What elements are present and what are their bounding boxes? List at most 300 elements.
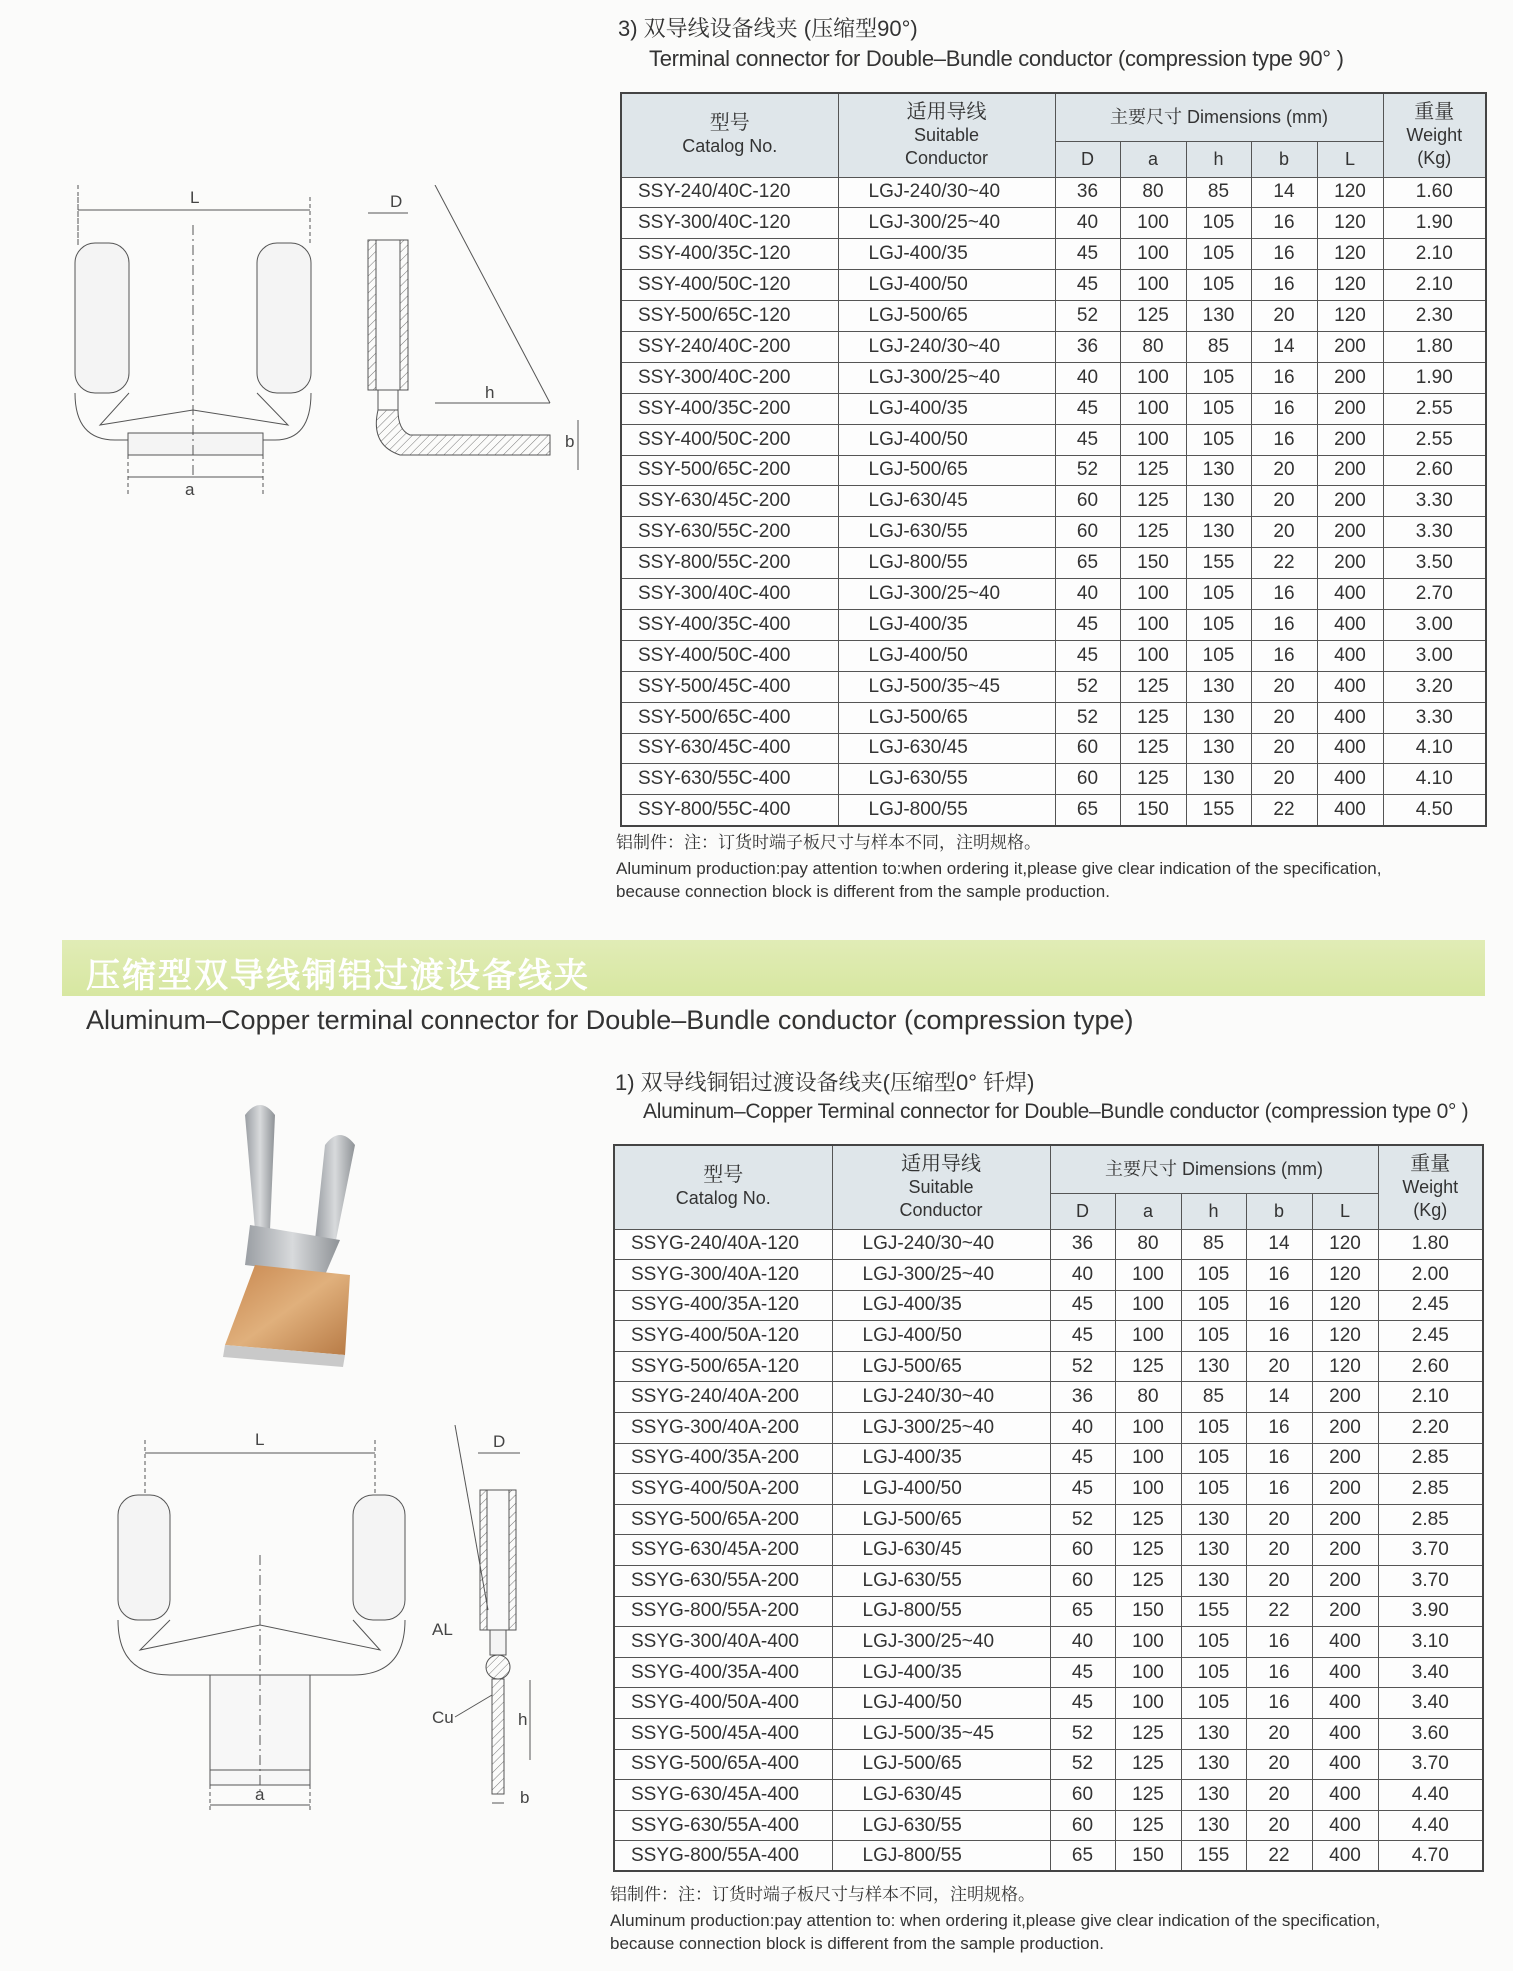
cell-dim-a: 100 [1115, 1260, 1181, 1291]
cell-dim-b: 14 [1246, 1229, 1312, 1260]
cell-dim-h: 105 [1186, 362, 1251, 393]
cell-dim-b: 16 [1246, 1413, 1312, 1444]
header-weight-en1: Weight [1402, 1176, 1459, 1197]
cell-conductor: LGJ-400/50 [832, 1474, 1050, 1505]
cell-dim-b: 20 [1246, 1810, 1312, 1841]
cell-catalog-no: SSYG-500/65A-200 [614, 1504, 832, 1535]
ssyg-technical-drawing [110, 1425, 570, 1815]
header-weight-cn: 重量 [1414, 100, 1455, 123]
cell-dim-b: 16 [1251, 579, 1317, 610]
cell-dim-L: 200 [1312, 1596, 1378, 1627]
cell-dim-a: 125 [1120, 671, 1186, 702]
cell-dim-a: 100 [1120, 579, 1186, 610]
cell-dim-b: 16 [1251, 208, 1317, 239]
cell-dim-h: 105 [1186, 270, 1251, 301]
section3-title-cn: 3) 双导线设备线夹 (压缩型90°) [618, 16, 918, 41]
table-row [614, 1290, 1483, 1321]
table-row [614, 1657, 1483, 1688]
cell-dim-b: 16 [1251, 239, 1317, 270]
cell-dim-D: 65 [1055, 795, 1120, 826]
cell-conductor: LGJ-240/30~40 [838, 331, 1055, 362]
header-a: a [1120, 141, 1186, 177]
cell-catalog-no: SSY-500/45C-400 [621, 671, 838, 702]
cell-dim-h: 105 [1186, 239, 1251, 270]
header-L: L [1312, 1193, 1378, 1229]
cell-dim-D: 52 [1050, 1719, 1115, 1750]
section3-note-en2: because connection block is different from the sample production. [616, 882, 1110, 901]
table-row [621, 393, 1486, 424]
cell-dim-b: 20 [1251, 517, 1317, 548]
cell-dim-L: 400 [1317, 795, 1383, 826]
cell-weight: 1.80 [1383, 331, 1486, 362]
cell-dim-a: 125 [1115, 1351, 1181, 1382]
header-conductor [832, 1145, 1050, 1229]
cell-conductor: LGJ-800/55 [838, 548, 1055, 579]
header-weight-en2: (Kg) [1417, 147, 1452, 168]
header-catalog-cn: 型号 [703, 1164, 744, 1187]
cell-weight: 4.40 [1378, 1780, 1483, 1811]
cell-dim-h: 130 [1186, 517, 1251, 548]
cell-weight: 3.70 [1378, 1535, 1483, 1566]
cell-weight: 3.00 [1383, 640, 1486, 671]
cell-dim-h: 105 [1181, 1321, 1246, 1352]
cell-dim-L: 120 [1312, 1321, 1378, 1352]
cell-dim-D: 65 [1050, 1596, 1115, 1627]
cell-weight: 1.60 [1383, 177, 1486, 208]
cell-catalog-no: SSY-630/55C-200 [621, 517, 838, 548]
cell-weight: 3.30 [1383, 486, 1486, 517]
cell-dim-D: 45 [1050, 1290, 1115, 1321]
cell-dim-h: 105 [1186, 208, 1251, 239]
cell-dim-L: 120 [1317, 177, 1383, 208]
cell-dim-h: 130 [1181, 1535, 1246, 1566]
cell-conductor: LGJ-630/45 [832, 1780, 1050, 1811]
cell-dim-h: 130 [1181, 1780, 1246, 1811]
cell-dim-D: 45 [1050, 1688, 1115, 1719]
dim-label-L: L [190, 188, 200, 207]
cell-dim-D: 52 [1055, 301, 1120, 332]
cell-catalog-no: SSY-240/40C-120 [621, 177, 838, 208]
cell-dim-b: 22 [1246, 1596, 1312, 1627]
section1-note-en1: Aluminum production:pay attention to: when ordering it,please give clear indication of the specification, [610, 1911, 1381, 1930]
header-dimensions: 主要尺寸 Dimensions (mm) [1050, 1145, 1378, 1193]
cell-dim-D: 40 [1055, 579, 1120, 610]
cell-conductor: LGJ-500/65 [832, 1351, 1050, 1382]
cell-dim-L: 400 [1317, 764, 1383, 795]
cell-dim-D: 52 [1050, 1504, 1115, 1535]
cell-conductor: LGJ-400/50 [838, 270, 1055, 301]
cell-conductor: LGJ-630/45 [832, 1535, 1050, 1566]
cell-dim-L: 120 [1312, 1260, 1378, 1291]
cell-dim-a: 125 [1120, 455, 1186, 486]
cell-catalog-no: SSYG-240/40A-200 [614, 1382, 832, 1413]
dim-label-al: AL [432, 1620, 453, 1639]
table-row [621, 362, 1486, 393]
cell-dim-b: 16 [1246, 1260, 1312, 1291]
cell-conductor: LGJ-300/25~40 [838, 362, 1055, 393]
cell-conductor: LGJ-400/35 [838, 393, 1055, 424]
cell-catalog-no: SSYG-400/50A-400 [614, 1688, 832, 1719]
cell-dim-h: 85 [1181, 1382, 1246, 1413]
cell-dim-D: 52 [1055, 702, 1120, 733]
cell-dim-a: 100 [1120, 362, 1186, 393]
header-L: L [1317, 141, 1383, 177]
cell-conductor: LGJ-400/50 [832, 1321, 1050, 1352]
cell-dim-a: 125 [1120, 733, 1186, 764]
cell-weight: 2.55 [1383, 424, 1486, 455]
cell-weight: 3.60 [1378, 1719, 1483, 1750]
cell-dim-L: 400 [1317, 609, 1383, 640]
cell-catalog-no: SSY-400/35C-200 [621, 393, 838, 424]
table-row [621, 455, 1486, 486]
cell-dim-D: 60 [1050, 1566, 1115, 1597]
header-D: D [1050, 1193, 1115, 1229]
cell-conductor: LGJ-800/55 [832, 1596, 1050, 1627]
header-b: b [1246, 1193, 1312, 1229]
section3-note-cn: 铝制件：注：订货时端子板尺寸与样本不同，注明规格。 [616, 833, 1041, 852]
dim-label-L: L [255, 1430, 265, 1449]
cell-catalog-no: SSYG-630/45A-400 [614, 1780, 832, 1811]
cell-weight: 4.50 [1383, 795, 1486, 826]
cell-dim-h: 130 [1186, 486, 1251, 517]
cell-conductor: LGJ-500/65 [832, 1749, 1050, 1780]
table-row [614, 1719, 1483, 1750]
cell-catalog-no: SSYG-400/35A-120 [614, 1290, 832, 1321]
cell-catalog-no: SSYG-630/55A-400 [614, 1810, 832, 1841]
cell-dim-L: 200 [1317, 517, 1383, 548]
cell-conductor: LGJ-400/50 [838, 640, 1055, 671]
cell-conductor: LGJ-400/35 [838, 609, 1055, 640]
cell-dim-b: 16 [1251, 362, 1317, 393]
cell-dim-b: 20 [1251, 733, 1317, 764]
header-catalog-en: Catalog No. [675, 1188, 771, 1209]
table-row [621, 548, 1486, 579]
cell-conductor: LGJ-300/25~40 [832, 1413, 1050, 1444]
cell-dim-L: 120 [1317, 301, 1383, 332]
cell-dim-L: 120 [1312, 1290, 1378, 1321]
cell-dim-h: 105 [1186, 393, 1251, 424]
cell-dim-a: 125 [1115, 1780, 1181, 1811]
dim-label-a: a [255, 1785, 265, 1804]
cell-dim-L: 200 [1312, 1566, 1378, 1597]
section-band [62, 940, 1485, 996]
cell-dim-b: 20 [1251, 301, 1317, 332]
cell-catalog-no: SSYG-630/55A-200 [614, 1566, 832, 1597]
cell-dim-D: 40 [1050, 1413, 1115, 1444]
cell-dim-D: 52 [1050, 1749, 1115, 1780]
cell-weight: 4.40 [1378, 1810, 1483, 1841]
table-row [621, 795, 1486, 826]
cell-dim-b: 16 [1246, 1688, 1312, 1719]
cell-dim-b: 20 [1251, 486, 1317, 517]
cell-conductor: LGJ-400/35 [832, 1657, 1050, 1688]
table-row [614, 1321, 1483, 1352]
cell-dim-a: 125 [1120, 486, 1186, 517]
cell-dim-b: 22 [1251, 795, 1317, 826]
cell-dim-L: 200 [1317, 362, 1383, 393]
cell-dim-L: 400 [1317, 579, 1383, 610]
cell-dim-h: 130 [1186, 733, 1251, 764]
cell-dim-L: 400 [1312, 1719, 1378, 1750]
dim-label-h: h [485, 383, 495, 402]
cell-catalog-no: SSY-400/50C-200 [621, 424, 838, 455]
cell-catalog-no: SSYG-800/55A-400 [614, 1841, 832, 1872]
cell-dim-D: 60 [1050, 1535, 1115, 1566]
cell-dim-a: 80 [1120, 331, 1186, 362]
header-catalog [621, 93, 838, 177]
table-row [614, 1474, 1483, 1505]
cell-dim-h: 130 [1186, 455, 1251, 486]
cell-weight: 2.70 [1383, 579, 1486, 610]
cell-dim-h: 130 [1186, 301, 1251, 332]
cell-weight: 2.55 [1383, 393, 1486, 424]
cell-dim-a: 125 [1120, 517, 1186, 548]
table-row [621, 517, 1486, 548]
cell-conductor: LGJ-240/30~40 [832, 1229, 1050, 1260]
cell-weight: 2.30 [1383, 301, 1486, 332]
dim-label-b: b [565, 432, 575, 451]
cell-dim-L: 400 [1317, 640, 1383, 671]
table-row [614, 1596, 1483, 1627]
cell-dim-L: 120 [1312, 1229, 1378, 1260]
cell-dim-b: 14 [1251, 331, 1317, 362]
cell-dim-L: 200 [1317, 424, 1383, 455]
cell-dim-a: 150 [1120, 548, 1186, 579]
cell-dim-h: 155 [1186, 548, 1251, 579]
cell-weight: 3.50 [1383, 548, 1486, 579]
cell-catalog-no: SSYG-400/35A-200 [614, 1443, 832, 1474]
table-row [614, 1810, 1483, 1841]
dim-label-cu: Cu [432, 1708, 454, 1727]
cell-catalog-no: SSY-500/65C-200 [621, 455, 838, 486]
cell-dim-b: 22 [1251, 548, 1317, 579]
cell-conductor: LGJ-500/35~45 [838, 671, 1055, 702]
table-row [621, 702, 1486, 733]
section1-note-cn: 铝制件：注：订货时端子板尺寸与样本不同，注明规格。 [610, 1885, 1035, 1904]
cell-dim-b: 20 [1251, 702, 1317, 733]
cell-dim-D: 52 [1055, 671, 1120, 702]
cell-dim-h: 85 [1186, 331, 1251, 362]
cell-dim-a: 100 [1120, 239, 1186, 270]
cell-dim-h: 130 [1181, 1719, 1246, 1750]
cell-dim-a: 100 [1115, 1688, 1181, 1719]
cell-dim-L: 200 [1312, 1535, 1378, 1566]
cell-dim-a: 100 [1120, 609, 1186, 640]
header-weight [1378, 1145, 1483, 1229]
cell-catalog-no: SSY-630/45C-200 [621, 486, 838, 517]
dim-label-D: D [493, 1432, 506, 1451]
cell-weight: 4.10 [1383, 764, 1486, 795]
cell-catalog-no: SSYG-300/40A-200 [614, 1413, 832, 1444]
cell-conductor: LGJ-500/65 [838, 301, 1055, 332]
cell-dim-b: 20 [1251, 764, 1317, 795]
cell-dim-D: 36 [1050, 1382, 1115, 1413]
cell-dim-a: 80 [1120, 177, 1186, 208]
cell-dim-h: 155 [1181, 1841, 1246, 1872]
cell-dim-h: 105 [1181, 1627, 1246, 1658]
table-row [614, 1749, 1483, 1780]
cell-dim-D: 45 [1055, 640, 1120, 671]
cell-conductor: LGJ-630/55 [838, 517, 1055, 548]
cell-dim-a: 100 [1115, 1627, 1181, 1658]
cell-dim-b: 20 [1246, 1351, 1312, 1382]
cell-dim-L: 400 [1312, 1780, 1378, 1811]
cell-weight: 2.85 [1378, 1504, 1483, 1535]
header-D: D [1055, 141, 1120, 177]
cell-dim-a: 125 [1115, 1566, 1181, 1597]
cell-dim-h: 130 [1181, 1566, 1246, 1597]
cell-conductor: LGJ-800/55 [838, 795, 1055, 826]
cell-weight: 3.20 [1383, 671, 1486, 702]
cell-weight: 2.20 [1378, 1413, 1483, 1444]
cell-weight: 3.40 [1378, 1688, 1483, 1719]
cell-dim-a: 100 [1115, 1443, 1181, 1474]
header-dimensions: 主要尺寸 Dimensions (mm) [1055, 93, 1383, 141]
header-h: h [1181, 1193, 1246, 1229]
cell-conductor: LGJ-400/35 [832, 1290, 1050, 1321]
cell-dim-L: 200 [1317, 393, 1383, 424]
header-conductor-cn: 适用导线 [901, 1152, 981, 1175]
cell-dim-D: 45 [1050, 1657, 1115, 1688]
cell-dim-h: 85 [1181, 1229, 1246, 1260]
header-conductor-en2: Conductor [904, 147, 989, 168]
cell-dim-b: 20 [1246, 1780, 1312, 1811]
table-row [621, 640, 1486, 671]
cell-weight: 3.90 [1378, 1596, 1483, 1627]
cell-weight: 2.85 [1378, 1474, 1483, 1505]
header-catalog-en: Catalog No. [682, 136, 778, 157]
cell-dim-b: 16 [1246, 1657, 1312, 1688]
cell-dim-D: 65 [1050, 1841, 1115, 1872]
cell-dim-b: 16 [1251, 640, 1317, 671]
cell-dim-L: 400 [1317, 733, 1383, 764]
product-photo [215, 1095, 440, 1370]
table-row [621, 177, 1486, 208]
cell-catalog-no: SSY-400/35C-120 [621, 239, 838, 270]
cell-conductor: LGJ-630/45 [838, 733, 1055, 764]
cell-dim-h: 155 [1186, 795, 1251, 826]
table-row [621, 764, 1486, 795]
cell-weight: 2.60 [1378, 1351, 1483, 1382]
cell-conductor: LGJ-240/30~40 [832, 1382, 1050, 1413]
table-row [614, 1627, 1483, 1658]
cell-catalog-no: SSY-240/40C-200 [621, 331, 838, 362]
cell-dim-h: 105 [1181, 1290, 1246, 1321]
cell-dim-b: 16 [1251, 393, 1317, 424]
cell-dim-L: 120 [1317, 239, 1383, 270]
cell-dim-D: 60 [1055, 486, 1120, 517]
cell-catalog-no: SSYG-500/65A-120 [614, 1351, 832, 1382]
cell-weight: 2.00 [1378, 1260, 1483, 1291]
cell-dim-a: 125 [1115, 1719, 1181, 1750]
cell-dim-b: 20 [1246, 1504, 1312, 1535]
table-row [621, 424, 1486, 455]
dim-label-a: a [185, 480, 195, 499]
cell-dim-a: 100 [1115, 1290, 1181, 1321]
cell-dim-b: 16 [1246, 1290, 1312, 1321]
cell-weight: 1.80 [1378, 1229, 1483, 1260]
cell-dim-b: 16 [1246, 1627, 1312, 1658]
cell-catalog-no: SSYG-800/55A-200 [614, 1596, 832, 1627]
table-row [621, 609, 1486, 640]
cell-dim-L: 200 [1317, 548, 1383, 579]
table-row [614, 1413, 1483, 1444]
cell-dim-L: 400 [1312, 1627, 1378, 1658]
cell-dim-D: 45 [1055, 239, 1120, 270]
table-row [621, 331, 1486, 362]
cell-dim-h: 105 [1181, 1474, 1246, 1505]
cell-conductor: LGJ-300/25~40 [832, 1260, 1050, 1291]
dim-label-b: b [520, 1788, 530, 1807]
cell-conductor: LGJ-800/55 [832, 1841, 1050, 1872]
cell-dim-D: 40 [1050, 1627, 1115, 1658]
table-row [614, 1688, 1483, 1719]
cell-dim-b: 20 [1246, 1719, 1312, 1750]
cell-dim-a: 100 [1120, 393, 1186, 424]
cell-catalog-no: SSY-630/45C-400 [621, 733, 838, 764]
header-weight-cn: 重量 [1410, 1152, 1451, 1175]
cell-conductor: LGJ-630/55 [832, 1566, 1050, 1597]
cell-dim-L: 400 [1312, 1657, 1378, 1688]
table-row [614, 1780, 1483, 1811]
cell-conductor: LGJ-500/65 [832, 1504, 1050, 1535]
cell-dim-b: 22 [1246, 1841, 1312, 1872]
cell-catalog-no: SSY-300/40C-400 [621, 579, 838, 610]
cell-dim-D: 45 [1055, 609, 1120, 640]
cell-catalog-no: SSYG-400/50A-120 [614, 1321, 832, 1352]
band-title: 压缩型双导线铜铝过渡设备线夹 [86, 957, 590, 995]
table-row [614, 1351, 1483, 1382]
cell-dim-D: 40 [1055, 362, 1120, 393]
cell-dim-b: 20 [1246, 1749, 1312, 1780]
cell-dim-a: 150 [1120, 795, 1186, 826]
cell-dim-b: 14 [1251, 177, 1317, 208]
dim-label-h: h [518, 1710, 528, 1729]
cell-dim-L: 400 [1317, 671, 1383, 702]
cell-dim-D: 52 [1050, 1351, 1115, 1382]
cell-weight: 2.85 [1378, 1443, 1483, 1474]
cell-conductor: LGJ-240/30~40 [838, 177, 1055, 208]
header-catalog [614, 1145, 832, 1229]
section3-note-en1: Aluminum production:pay attention to:when ordering it,please give clear indication of the specification, [616, 859, 1382, 878]
cell-dim-D: 52 [1055, 455, 1120, 486]
cell-dim-L: 400 [1317, 702, 1383, 733]
section3-title-en: Terminal connector for Double–Bundle conductor (compression type 90° ) [649, 46, 1344, 71]
table-row [614, 1535, 1483, 1566]
table-row [614, 1229, 1483, 1260]
cell-dim-D: 45 [1050, 1321, 1115, 1352]
cell-dim-L: 400 [1312, 1810, 1378, 1841]
cell-dim-D: 60 [1050, 1780, 1115, 1811]
table-row [614, 1841, 1483, 1872]
cell-catalog-no: SSYG-300/40A-120 [614, 1260, 832, 1291]
cell-catalog-no: SSYG-630/45A-200 [614, 1535, 832, 1566]
cell-conductor: LGJ-400/50 [832, 1688, 1050, 1719]
cell-dim-a: 100 [1115, 1474, 1181, 1505]
section1-title-cn: 1) 双导线铜铝过渡设备线夹(压缩型0° 钎焊) [615, 1070, 1035, 1095]
section1-note-en2: because connection block is different from the sample production. [610, 1934, 1104, 1953]
cell-dim-D: 60 [1050, 1810, 1115, 1841]
cell-conductor: LGJ-300/25~40 [838, 579, 1055, 610]
cell-weight: 3.10 [1378, 1627, 1483, 1658]
header-weight-en2: (Kg) [1413, 1199, 1448, 1220]
cell-dim-D: 45 [1050, 1474, 1115, 1505]
cell-dim-L: 200 [1312, 1443, 1378, 1474]
cell-dim-h: 105 [1186, 424, 1251, 455]
cell-dim-a: 125 [1120, 702, 1186, 733]
cell-dim-b: 14 [1246, 1382, 1312, 1413]
cell-dim-a: 125 [1115, 1535, 1181, 1566]
